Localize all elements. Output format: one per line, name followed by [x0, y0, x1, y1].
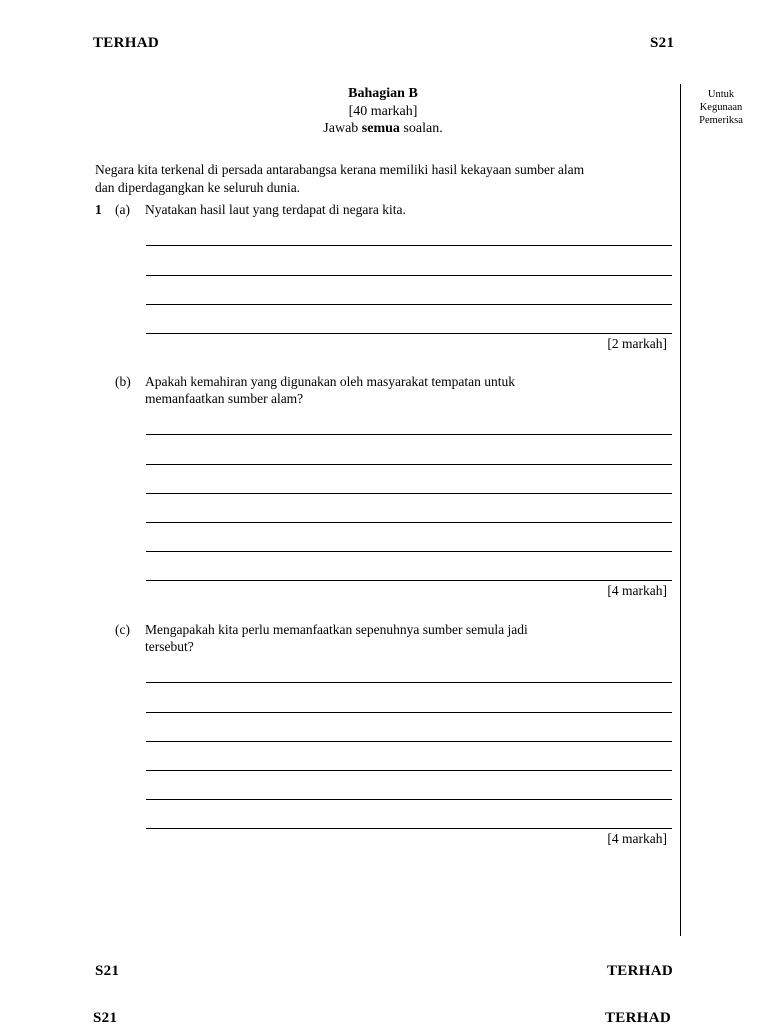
answer-line-c4[interactable]	[146, 770, 672, 771]
instruction-bold: semua	[361, 121, 400, 136]
next-page-classification: TERHAD	[605, 1010, 671, 1026]
answer-line-b3[interactable]	[146, 493, 672, 494]
examiner-line-2: Kegunaan	[699, 102, 743, 113]
question-a-text: Nyatakan hasil laut yang terdapat di negara kita.	[145, 202, 406, 217]
instruction-prefix: Jawab	[323, 121, 362, 136]
answer-line-b4[interactable]	[146, 522, 672, 523]
question-c-marks: [4 markah]	[607, 831, 667, 846]
answer-line-c1[interactable]	[146, 682, 672, 683]
answer-line-b6[interactable]	[146, 580, 672, 581]
question-c-text-1: Mengapakah kita perlu memanfaatkan sepenuhnya sumber semula jadi	[145, 622, 528, 637]
section-instruction	[263, 121, 503, 137]
answer-line-b1[interactable]	[146, 434, 672, 435]
examiner-column-rule	[680, 84, 681, 936]
section-marks: [40 markah]	[348, 104, 418, 119]
section-title: Bahagian B	[348, 86, 418, 101]
answer-line-c5[interactable]	[146, 799, 672, 800]
header-paper-code: S21	[650, 35, 675, 51]
answer-line-a4[interactable]	[146, 333, 672, 334]
examiner-box-label	[683, 88, 759, 127]
question-a-marks: [2 markah]	[607, 336, 667, 351]
intro-line-2: dan diperdagangkan ke seluruh dunia.	[95, 180, 301, 195]
answer-line-a3[interactable]	[146, 304, 672, 305]
answer-line-c3[interactable]	[146, 741, 672, 742]
question-a-label: (a)	[115, 202, 130, 217]
answer-line-a2[interactable]	[146, 275, 672, 276]
answer-line-c6[interactable]	[146, 828, 672, 829]
question-c-label: (c)	[115, 622, 130, 637]
footer-paper-code: S21	[95, 963, 120, 979]
intro-line-1: Negara kita terkenal di persada antarabangsa kerana memiliki hasil kekayaan sumber alam	[95, 162, 585, 177]
question-b-marks: [4 markah]	[607, 583, 667, 598]
question-c-text-2: tersebut?	[145, 639, 194, 654]
question-b-text-1: Apakah kemahiran yang digunakan oleh masyarakat tempatan untuk	[145, 374, 515, 389]
header-classification: TERHAD	[93, 35, 159, 51]
examiner-line-1: Untuk	[707, 89, 735, 100]
footer-classification: TERHAD	[607, 963, 673, 979]
question-b-text-2: memanfaatkan sumber alam?	[145, 391, 304, 406]
next-page-paper-code: S21	[93, 1010, 118, 1026]
question-b-label: (b)	[115, 374, 131, 389]
answer-line-b2[interactable]	[146, 464, 672, 465]
answer-line-c2[interactable]	[146, 712, 672, 713]
question-number: 1	[95, 202, 102, 217]
examiner-line-3: Pemeriksa	[699, 115, 743, 126]
instruction-suffix: soalan.	[399, 121, 443, 136]
answer-line-b5[interactable]	[146, 551, 672, 552]
answer-line-a1[interactable]	[146, 245, 672, 246]
